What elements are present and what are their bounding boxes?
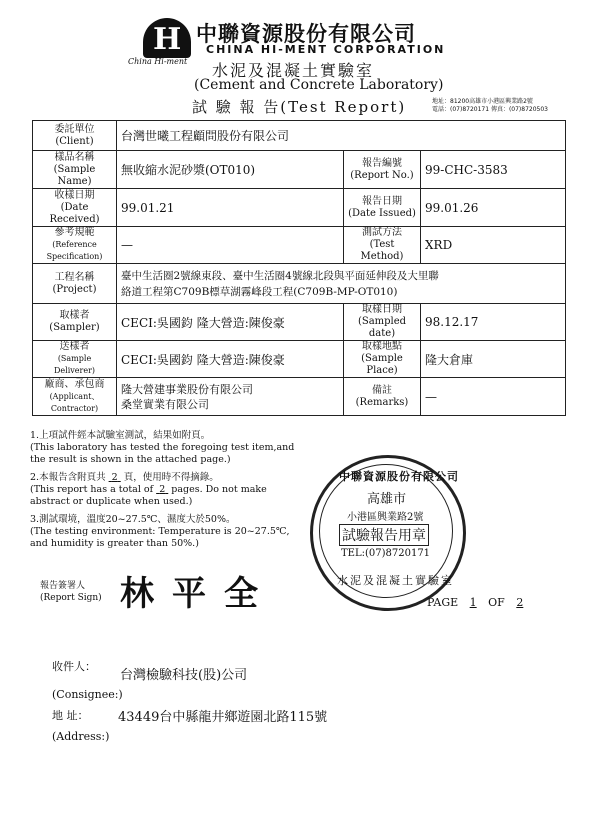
sampler-value: CECI:吳國鈞 隆大營造:陳俊豪: [117, 304, 344, 341]
seal-street: 小港區興業路2號: [347, 512, 424, 523]
consignee-label-zh: 收件人：: [52, 660, 96, 673]
report-no-value: 99-CHC-3583: [421, 151, 566, 189]
deliverer-label: 送樣者 (Sample Deliverer): [33, 341, 117, 378]
row-deliverer: [33, 341, 566, 378]
company-name-en: CHINA HI-MENT CORPORATION: [206, 43, 446, 56]
row-project: [33, 264, 566, 304]
client-label: 委託單位 (Client): [33, 121, 117, 151]
applicant-value: 隆大營建事業股份有限公司 桑堂實業有限公司: [117, 378, 344, 416]
page-number: 1: [469, 596, 477, 609]
logo-subtitle: China Hi-ment: [128, 57, 188, 66]
lab-address: [432, 98, 548, 114]
address-label-en: (Address:): [52, 730, 110, 743]
sampled-date-value: 98.12.17: [421, 304, 566, 341]
report-sign-label: 報告簽署人 (Report Sign): [40, 581, 102, 603]
row-sampler: [33, 304, 566, 341]
page-indicator: PAGE 1 OF 2: [427, 596, 531, 609]
report-title: 試 驗 報 告(Test Report): [192, 98, 407, 116]
test-method-value: XRD: [421, 227, 566, 264]
consignee-value: 台灣檢驗科技(股)公司: [120, 668, 248, 683]
official-seal-stamp: [310, 455, 466, 611]
test-method-label: 測試方法 (Test Method): [344, 227, 421, 264]
company-logo: H: [143, 18, 191, 58]
date-issued-label: 報告日期 (Date Issued): [344, 189, 421, 227]
row-dates: [33, 189, 566, 227]
remarks-value: —: [421, 378, 566, 416]
row-client: [33, 121, 566, 151]
sample-name-label: 樣品名稱 (Sample Name): [33, 151, 117, 189]
address-label-zh: 地 址：: [52, 709, 89, 722]
deliverer-value: CECI:吳國鈞 隆大營造:陳俊豪: [117, 341, 344, 378]
date-received-label: 收樣日期 (Date Received): [33, 189, 117, 227]
handwritten-signature: 林平全: [120, 574, 276, 614]
seal-bottom-text: 水泥及混凝土實驗室: [337, 574, 454, 587]
ref-spec-label: 參考規範 (Reference Specification): [33, 227, 117, 264]
lab-name-zh: 水泥及混凝土實驗室: [212, 61, 375, 80]
address-value: 43449台中縣龍井鄉遊園北路115號: [118, 710, 328, 725]
consignee-label-en: (Consignee:): [52, 688, 123, 701]
seal-city: 高雄市: [367, 492, 407, 507]
sample-name-value: 無收縮水泥砂漿(OT010): [117, 151, 344, 189]
project-label: 工程名稱 (Project): [33, 264, 117, 304]
address-line-1: 地址：81200高雄市小港區興業路2號: [432, 98, 533, 105]
sampler-label: 取樣者 (Sampler): [33, 304, 117, 341]
sampled-date-label: 取樣日期 (Sampled date): [344, 304, 421, 341]
report-info-table: [32, 120, 566, 416]
note-3: 3.測試環境，溫度20~27.5℃、濕度大於50%。 (The testing environment: Temperature is 20~27.5℃, and humidity is greater than 50%.): [30, 514, 290, 549]
lab-name-en: (Cement and Concrete Laboratory): [194, 77, 444, 93]
report-no-label: 報告編號 (Report No.): [344, 151, 421, 189]
sample-place-label: 取樣地點 (Sample Place): [344, 341, 421, 378]
sample-place-value: 隆大倉庫: [421, 341, 566, 378]
page-total: 2: [516, 596, 524, 609]
client-value: 台灣世曦工程顧問股份有限公司: [117, 121, 566, 151]
date-issued-value: 99.01.26: [421, 189, 566, 227]
note-2: 2.本報告含附頁共 2 頁，使用時不得摘錄。 (This report has a total of 2 pages. Do not make abstract or duplicate when used.): [30, 472, 267, 507]
project-value: 臺中生活圈2號線東段、臺中生活圈4號線北段與平面延伸段及大里聯 絡道工程第C709B標草湖霧峰段工程(C709B-MP-OT010): [117, 264, 566, 304]
ref-spec-value: —: [117, 227, 344, 264]
company-name-zh: 中聯資源股份有限公司: [196, 22, 416, 46]
row-applicant: [33, 378, 566, 416]
address-line-2: 電話：(07)8720171 傳真：(07)8720503: [432, 106, 548, 113]
seal-top-text: 中聯資源股份有限公司: [339, 470, 459, 483]
report-notes: [30, 430, 320, 556]
seal-purpose: 試驗報告用章: [339, 524, 429, 546]
remarks-label: 備註 (Remarks): [344, 378, 421, 416]
seal-phone: TEL:(07)8720171: [341, 548, 431, 559]
applicant-label: 廠商、承包商 (Applicant、Contractor): [33, 378, 117, 416]
note-1: 1.上項試件經本試驗室測試，結果如附頁。 (This laboratory has tested the foregoing test item,and the result is shown in the attached page.): [30, 430, 295, 465]
date-received-value: 99.01.21: [117, 189, 344, 227]
row-sample: [33, 151, 566, 189]
row-spec: [33, 227, 566, 264]
